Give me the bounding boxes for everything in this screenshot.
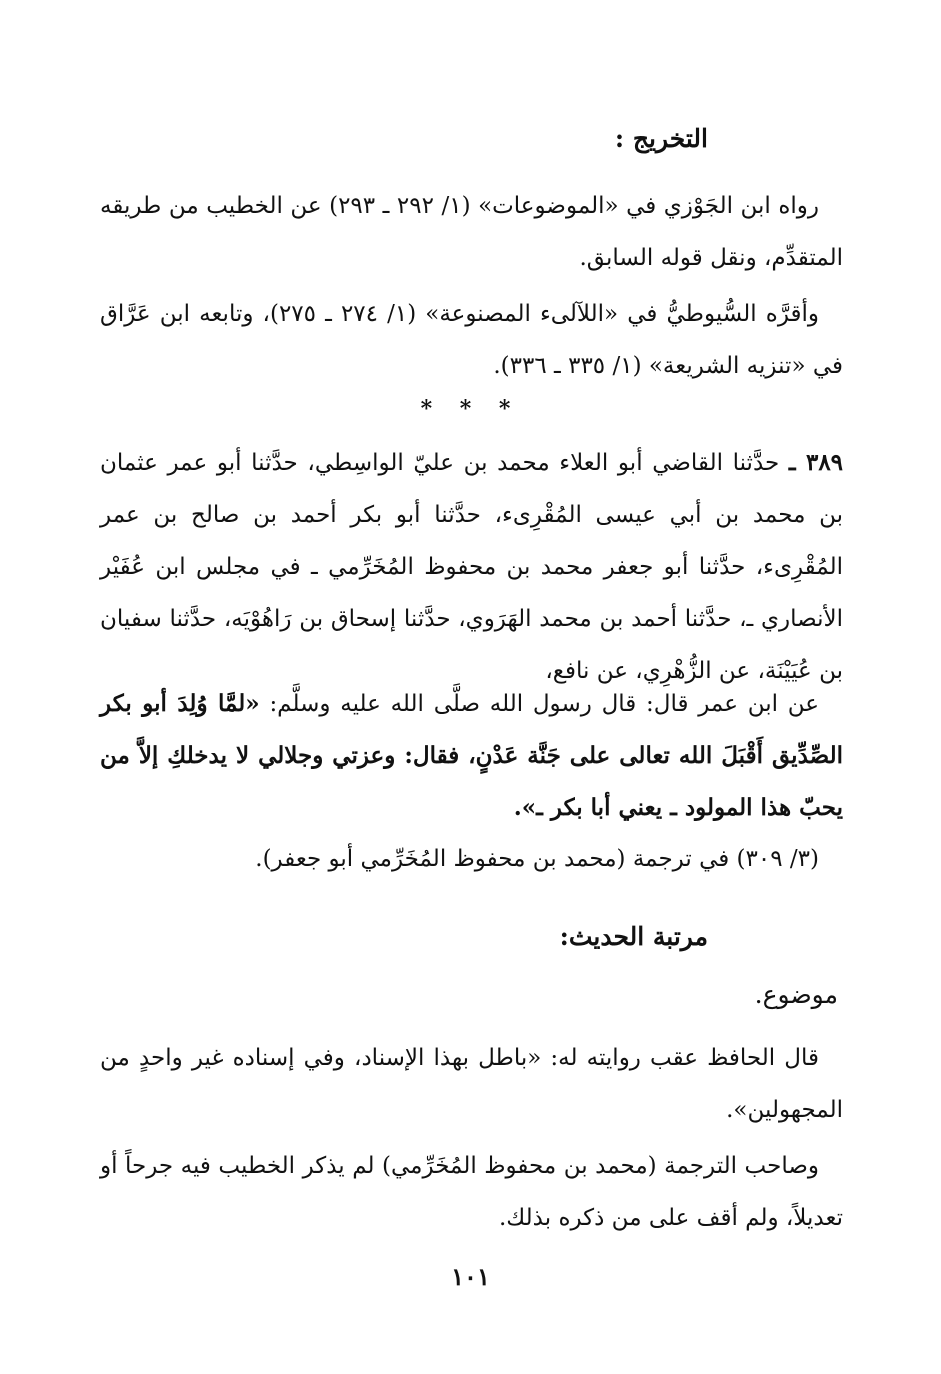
takhrij-heading: التخريج : <box>614 124 708 153</box>
rank-paragraph-2: وصاحب الترجمة (محمد بن محفوظ المُخَرِّمي) لم يذكر الخطيب فيه جرحاً أو تعديلاً، ولم أقف على من ذكره بذلك. <box>100 1153 843 1231</box>
rank-paragraph-1: قال الحافظ عقب روايته له: «باطل بهذا الإسناد، وفي إسناده غير واحدٍ من المجهولين». <box>100 1045 843 1123</box>
hadith-isnad-paragraph <box>100 437 843 697</box>
hadith-isnad: حدَّثنا القاضي أبو العلاء محمد بن عليّ الواسِطي، حدَّثنا أبو عمر عثمان بن محمد بن أبي عيسى المُقْرِىء، حدَّثنا أبو بكر أحمد بن صالح بن عمر المُقْرِىء، حدَّثنا أبو جعفر محمد بن محفوظ المُخَرِّمي ـ في مجلس ابن عُفَيْر الأنصاري ـ، حدَّثنا أحمد بن محمد الهَرَوي، حدَّثنا إسحاق بن رَاهُوْيَه، حدَّثنا سفيان بن عُيَيْنَة، عن الزُّهْرِي، عن نافع، <box>100 450 843 684</box>
hadith-number: ٣٨٩ ـ <box>788 449 844 476</box>
hadith-reference: (٣/ ٣٠٩) في ترجمة (محمد بن محفوظ المُخَرِّمي أبو جعفر). <box>255 846 819 872</box>
takhrij-paragraph-1: رواه ابن الجَوْزي في «الموضوعات» (١/ ٢٩٢ ـ ٢٩٣) عن الخطيب من طريقه المتقدِّم، ونقل قوله السابق. <box>100 193 843 271</box>
hadith-text-paragraph <box>100 678 843 834</box>
hadith-matn: «لمَّا وُلِدَ أبو بكر الصِّدِّيق أَقْبَلَ الله تعالى على جَنَّة عَدْنٍ، فقال: وعزتي وجلالي لا يدخلكِ إلاَّ من يحبّ هذا المولود ـ يعني أبا بكر ـ». <box>100 690 843 821</box>
rank-heading: مرتبة الحديث: <box>559 922 708 951</box>
rank-value: موضوع. <box>754 980 838 1009</box>
hadith-intro: عن ابن عمر قال: قال رسول الله صلَّى الله عليه وسلَّم: <box>269 691 819 717</box>
takhrij-paragraph-2: وأقرَّه السُّيوطيُّ في «اللآلىء المصنوعة» (١/ ٢٧٤ ـ ٢٧٥)، وتابعه ابن عَرَّاق في «تنزيه الشريعة» (١/ ٣٣٥ ـ ٣٣٦). <box>100 301 843 379</box>
section-separator: * * * <box>420 396 521 422</box>
page-number: ١٠١ <box>451 1262 490 1291</box>
